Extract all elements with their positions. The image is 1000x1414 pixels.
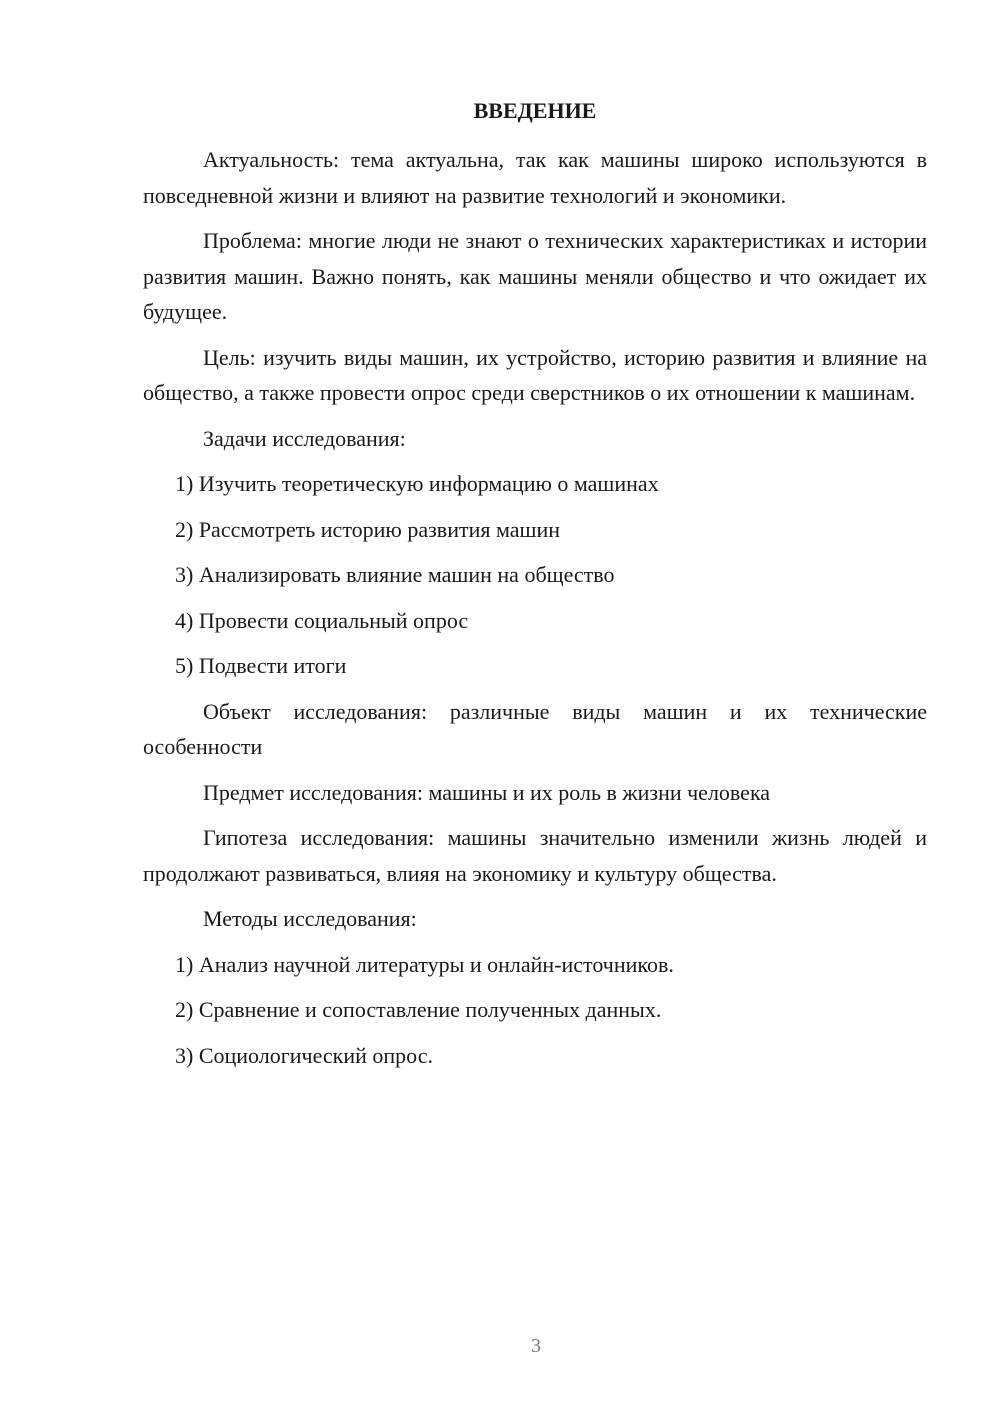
- task-item: 4) Провести социальный опрос: [175, 607, 469, 633]
- subject-paragraph: Предмет исследования: машины и их роль в жизни человека: [203, 779, 771, 805]
- object-paragraph: Объект исследования: различные виды машин и их технические особенности: [143, 698, 927, 759]
- page-content: [143, 94, 927, 1083]
- task-item: 5) Подвести итоги: [175, 653, 347, 678]
- goal-paragraph: Цель: изучить виды машин, их устройство, историю развития и влияние на общество, а также провести опрос среди сверстников о их отношении к машинам.: [143, 344, 927, 405]
- relevance-paragraph: Актуальность: тема актуальна, так как машины широко используются в повседневной жизни и влияют на развитие технологий и экономики.: [143, 147, 927, 208]
- method-item: 1) Анализ научной литературы и онлайн-источников.: [175, 951, 674, 977]
- tasks-list: [143, 466, 927, 684]
- tasks-heading: Задачи исследования:: [203, 425, 406, 451]
- task-item: 1) Изучить теоретическую информацию о машинах: [175, 471, 659, 496]
- methods-list: [143, 947, 927, 1074]
- problem-paragraph: Проблема: многие люди не знают о технических характеристиках и истории развития машин. Важно понять, как машины меняли общество и что ожидает их будущее.: [143, 228, 927, 324]
- method-item: 3) Социологический опрос.: [175, 1042, 433, 1068]
- hypothesis-paragraph: Гипотеза исследования: машины значительно изменили жизнь людей и продолжают развиваться, влияя на экономику и культуру общества.: [143, 825, 927, 886]
- method-item: 2) Сравнение и сопоставление полученных данных.: [175, 997, 662, 1022]
- methods-heading: Методы исследования:: [203, 906, 417, 931]
- page-title: ВВЕДЕНИЕ: [473, 98, 597, 123]
- page-number: 3: [531, 1335, 541, 1357]
- task-item: 3) Анализировать влияние машин на общество: [175, 562, 615, 587]
- task-item: 2) Рассмотреть историю развития машин: [175, 516, 560, 542]
